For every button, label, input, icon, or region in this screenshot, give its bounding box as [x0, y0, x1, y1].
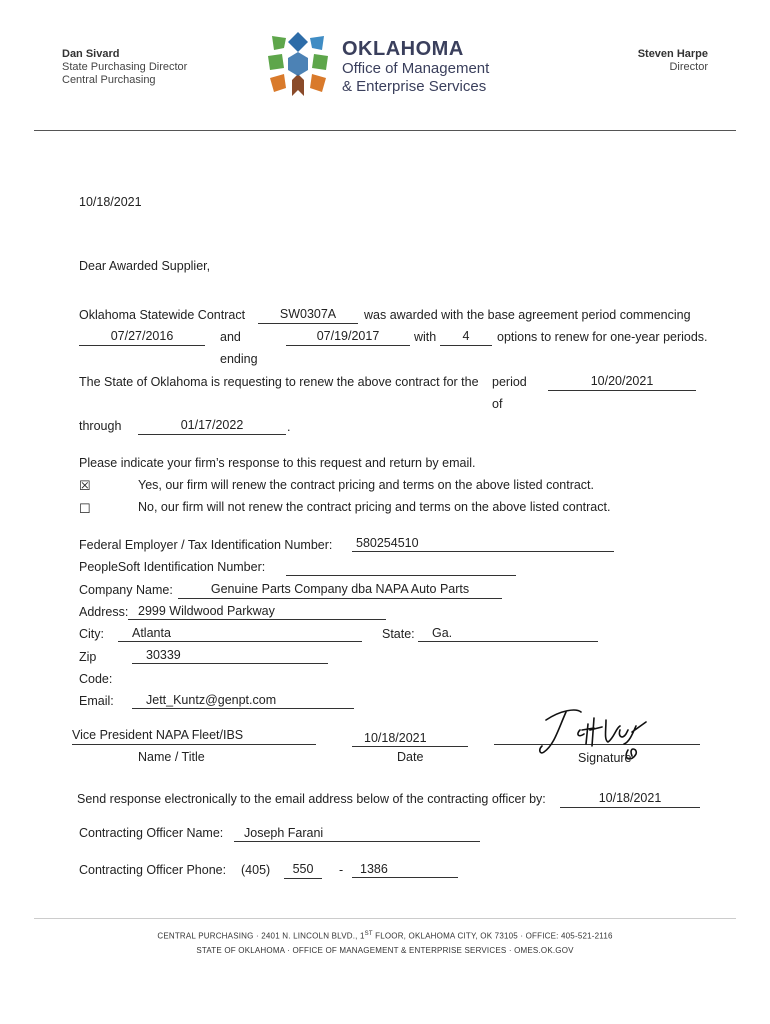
peoplesoft-label: PeopleSoft Identification Number:: [79, 560, 266, 574]
state-field[interactable]: Ga.: [418, 626, 598, 642]
end-date-field[interactable]: 07/19/2017: [286, 329, 410, 346]
footer-address: [0, 931, 770, 941]
phone-label: Contracting Officer Phone:: [79, 863, 227, 877]
awarded-text: was awarded with the base agreement period commencing: [364, 308, 691, 322]
city-field[interactable]: Atlanta: [118, 626, 362, 642]
yes-checkbox[interactable]: ☒: [79, 478, 91, 493]
send-date-field[interactable]: 10/18/2021: [560, 791, 700, 808]
director-dept: Central Purchasing: [62, 74, 156, 86]
phone-area: (405): [241, 863, 271, 877]
fein-field[interactable]: 580254510: [352, 536, 614, 552]
with-label: with: [414, 330, 437, 344]
yes-text: Yes, our firm will renew the contract pricing and terms on the above listed contract.: [138, 478, 595, 492]
zip-field[interactable]: 30339: [132, 648, 328, 664]
header-right: [638, 48, 708, 74]
footer-line1-sup: ST: [364, 931, 373, 937]
footer-agency: STATE OF OKLAHOMA · OFFICE OF MANAGEMENT & ENTERPRISE SERVICES · OMES.OK.GOV: [196, 946, 574, 955]
period-end-field[interactable]: 01/17/2022: [138, 418, 286, 435]
sign-date-field[interactable]: 10/18/2021: [352, 731, 468, 747]
period-label: period: [492, 375, 527, 389]
send-text: Send response electronically to the email address below of the contracting officer by:: [77, 792, 546, 806]
salutation: Dear Awarded Supplier,: [79, 259, 211, 273]
omes-director-name: Steven Harpe: [637, 48, 708, 60]
fein-label: Federal Employer / Tax Identification Number:: [79, 538, 333, 552]
email-field[interactable]: Jett_Kuntz@genpt.com: [132, 693, 354, 709]
renew-text: options to renew for one-year periods.: [497, 330, 708, 344]
officer-name-field[interactable]: Joseph Farani: [234, 826, 480, 842]
omes-director-title: Director: [669, 61, 708, 73]
footer-divider: [34, 918, 736, 919]
footer-line1-b: FLOOR, OKLAHOMA CITY, OK 73105 · OFFICE: 405-521-2116: [372, 931, 613, 941]
omes-logo-icon: [262, 28, 334, 100]
period-dot: .: [287, 420, 291, 434]
phone-line-field[interactable]: 1386: [352, 862, 458, 878]
and-label: and: [220, 330, 241, 344]
org-name: [342, 38, 489, 96]
footer-line1-a: CENTRAL PURCHASING · 2401 N. LINCOLN BLVD., 1: [157, 931, 365, 941]
phone-prefix-field[interactable]: 550: [284, 862, 322, 879]
contract-number-field[interactable]: SW0307A: [258, 307, 358, 324]
org-line3: & Enterprise Services: [342, 78, 487, 95]
city-label: City:: [79, 627, 104, 641]
instruction-text: Please indicate your firm’s response to this request and return by email.: [79, 456, 476, 470]
org-line2: Office of Management: [342, 60, 490, 77]
ending-label: ending: [220, 352, 258, 366]
email-label: Email:: [79, 694, 114, 708]
address-field[interactable]: 2999 Wildwood Parkway: [128, 604, 386, 620]
director-name: Dan Sivard: [62, 48, 120, 60]
letter-date: 10/18/2021: [79, 195, 142, 209]
request-text: The State of Oklahoma is requesting to renew the above contract for the: [79, 375, 479, 389]
org-line1: OKLAHOMA: [342, 38, 464, 60]
contract-label: Oklahoma Statewide Contract: [79, 308, 246, 322]
period-start-field[interactable]: 10/20/2021: [548, 374, 696, 391]
no-checkbox[interactable]: ☐: [79, 501, 91, 516]
company-label: Company Name:: [79, 583, 173, 597]
commence-date-field[interactable]: 07/27/2016: [79, 329, 205, 346]
officer-label: Contracting Officer Name:: [79, 826, 224, 840]
signature-label: Signature: [578, 751, 632, 765]
zip-label: Zip: [79, 650, 97, 664]
name-title-label: Name / Title: [138, 750, 205, 764]
of-label: of: [492, 397, 503, 411]
date-label: Date: [397, 750, 424, 764]
name-title-field[interactable]: Vice President NAPA Fleet/IBS: [72, 728, 316, 745]
renewals-field[interactable]: 4: [440, 329, 492, 346]
phone-dash: -: [339, 863, 344, 877]
company-field[interactable]: Genuine Parts Company dba NAPA Auto Parts: [178, 582, 502, 599]
state-label: State:: [382, 627, 415, 641]
through-label: through: [79, 419, 122, 433]
director-title: State Purchasing Director: [62, 61, 188, 73]
zip-label-code: Code:: [79, 672, 113, 686]
header-divider: [34, 130, 736, 131]
peoplesoft-field[interactable]: [286, 559, 516, 576]
no-text: No, our firm will not renew the contract pricing and terms on the above listed contract.: [138, 500, 611, 514]
address-label: Address:: [79, 605, 129, 619]
header-left: [62, 48, 187, 87]
